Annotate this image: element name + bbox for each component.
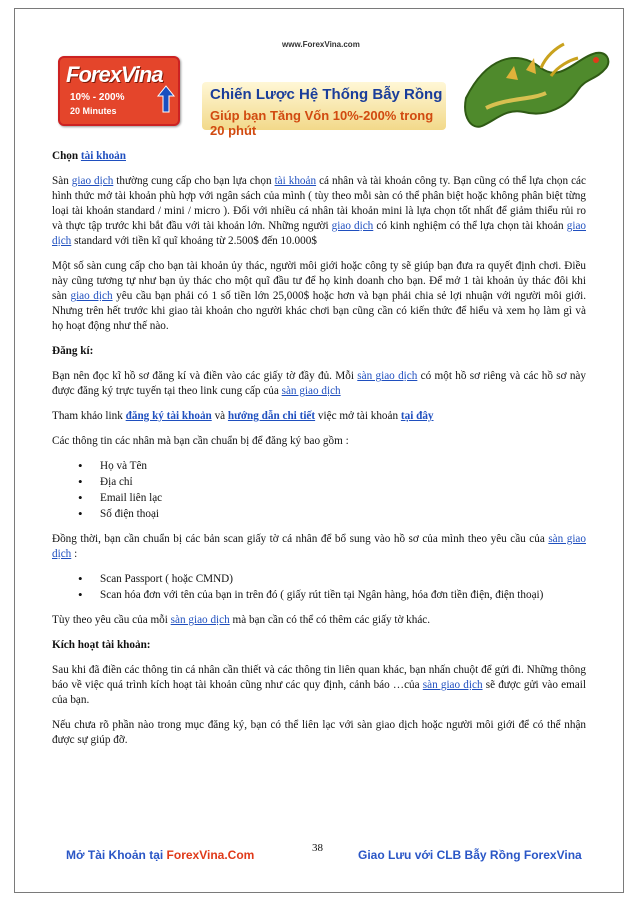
text: Một số sàn cung cấp cho bạn tài khoản ủy thác, người môi giới hoặc công ty sẽ giúp bạn đưa ra quyết định chơi. Điều này cũng tương tự như bạn ủy thác cho một quĩ đầu tư để họ kinh doanh cho bạn. Để mở 1 tài khoản ủy thác đôi khi sàn bbox=[52, 260, 586, 302]
forexvina-logo bbox=[58, 56, 180, 126]
page-number: 38 bbox=[312, 842, 323, 854]
paragraph bbox=[52, 409, 586, 424]
logo-tagline-percent: 10% - 200% bbox=[70, 92, 125, 103]
paragraph bbox=[52, 369, 586, 399]
trading-link[interactable]: giao dịch bbox=[70, 290, 113, 302]
account-link[interactable]: tài khoản bbox=[80, 150, 126, 162]
text: Tham khảo link bbox=[52, 410, 126, 422]
register-account-link[interactable]: đăng ký tài khoản bbox=[125, 410, 212, 422]
banner-subtitle: Giúp bạn Tăng Vốn 10%-200% trong 20 phút bbox=[210, 108, 434, 138]
text: Bạn nên đọc kĩ hồ sơ đăng kí và điền vào các giấy tờ đầy đủ. Mỗi bbox=[52, 370, 358, 382]
text: Đồng thời, bạn cần chuẩn bị các bản scan giấy tờ cá nhân để bổ sung vào hồ sơ của mình theo yêu cầu của bbox=[52, 533, 549, 545]
dragon-icon bbox=[446, 38, 616, 138]
text: Sàn bbox=[52, 175, 72, 187]
banner-title: Chiến Lược Hệ Thống Bẫy Rồng bbox=[210, 86, 443, 103]
exchange-link[interactable]: sàn giao dịch bbox=[422, 679, 483, 691]
text: có một hồ sơ riêng và các hồ sơ này được đăng ký trực tuyến tại theo link cung cấp của bbox=[52, 370, 586, 397]
here-link[interactable]: tại đây bbox=[400, 410, 434, 422]
list-item: • Số điện thoại bbox=[100, 507, 586, 522]
section-heading-register: Đăng kí: bbox=[52, 345, 94, 357]
paragraph bbox=[52, 663, 586, 708]
text: việc mở tài khoản bbox=[315, 410, 401, 422]
footer-left-text: Mở Tài Khoản tại bbox=[66, 848, 167, 862]
text: : bbox=[71, 548, 78, 560]
site-url[interactable]: www.ForexVina.com bbox=[282, 40, 360, 49]
section-heading-activate: Kích hoạt tài khoản: bbox=[52, 639, 151, 651]
exchange-link[interactable]: sàn giao dịch bbox=[357, 370, 418, 382]
footer-club-link[interactable]: Giao Lưu với CLB Bẫy Rồng ForexVina bbox=[358, 848, 582, 862]
exchange-link[interactable]: sàn giao dịch bbox=[281, 385, 341, 397]
footer-brand: ForexVina.Com bbox=[166, 848, 255, 862]
exchange-link[interactable]: sàn giao dịch bbox=[170, 614, 230, 626]
header-banner bbox=[202, 82, 446, 138]
text: và bbox=[211, 410, 228, 422]
text: sẽ được gửi vào email của bạn. bbox=[52, 679, 586, 706]
text: cá nhân và tài khoản công ty. Bạn cũng có thể lựa chọn các hình thức mở tài khoản phù hợp với ngân sách của mình ( tùy theo mỗi sàn có thể phân biệt hoặc không phân biệt từng loại tài khoản standard / mini / micro ). Đối với nhiều cá nhân tài khoản mini là lựa chọn tốt nhất để giảm thiểu rủi ro và thực tập trước khi bắt đầu với tài khoản lớn. Những người bbox=[52, 175, 586, 232]
trading-link[interactable]: giao dịch bbox=[71, 175, 114, 187]
list-item: • Địa chỉ bbox=[100, 475, 586, 490]
page-header bbox=[52, 38, 612, 138]
arrow-up-icon bbox=[156, 84, 176, 114]
list-item: • Họ và Tên bbox=[100, 459, 586, 474]
text: có kinh nghiệm có thể lựa chọn tài khoản bbox=[373, 220, 567, 232]
section-heading-choose-account bbox=[52, 149, 586, 164]
footer-open-account[interactable] bbox=[66, 848, 254, 862]
paragraph: Các thông tin các nhân mà bạn cần chuẩn bị để đăng ký bao gồm : bbox=[52, 435, 349, 447]
paragraph bbox=[52, 259, 586, 334]
personal-info-list bbox=[52, 459, 586, 522]
trading-link[interactable]: giao dịch bbox=[331, 220, 374, 232]
heading-text: Chọn bbox=[52, 150, 81, 162]
detailed-guide-link[interactable]: hướng dẫn chi tiết bbox=[227, 410, 316, 422]
text: Sau khi đã điền các thông tin cá nhân cần thiết và các thông tin liên quan khác, bạn nhấn chuột để gửi đi. Những thông báo về việc quá trình kích hoạt tài khoản cũng như các quy định, cảnh báo …của bbox=[52, 664, 586, 691]
paragraph: Nếu chưa rõ phần nào trong mục đăng ký, bạn có thể liên lạc với sàn giao dịch hoặc người môi giới để có thể nhận được sự giúp đỡ. bbox=[52, 719, 586, 746]
page-content bbox=[52, 149, 586, 758]
paragraph bbox=[52, 532, 586, 562]
trading-link[interactable]: giao dịch bbox=[52, 220, 587, 247]
list-item: • Email liên lạc bbox=[100, 491, 586, 506]
text: thường cung cấp cho bạn lựa chọn bbox=[113, 175, 275, 187]
documents-list bbox=[52, 572, 586, 603]
list-item: • Scan Passport ( hoặc CMND) bbox=[100, 572, 586, 587]
exchange-link[interactable]: sàn giao dịch bbox=[52, 533, 586, 560]
text: mà bạn cần có thể có thêm các giấy tờ khác. bbox=[229, 614, 431, 626]
logo-name: ForexVina bbox=[66, 62, 163, 87]
text: yêu cầu bạn phải có 1 số tiền lớn 25,000$ hoặc hơn và bạn phải chia sẻ lợi nhuận với người môi giới. Nhưng trên hết trước khi giao tài khoản cho người khác chơi bạn cũng cần có kiến thức để hiểu và xem họ làm gì và họ hoạt động như thế nào. bbox=[52, 290, 586, 332]
paragraph bbox=[52, 174, 586, 249]
text: standard với tiền kĩ quĩ khoảng từ 2.500$ đến 10.000$ bbox=[71, 235, 317, 247]
paragraph bbox=[52, 613, 586, 628]
list-item: • Scan hóa đơn với tên của bạn in trên đó ( giấy rút tiền tại Ngân hàng, hóa đơn tiền điện, điện thoại) bbox=[100, 588, 586, 603]
text: Tùy theo yêu cầu của mỗi bbox=[52, 614, 171, 626]
account-link[interactable]: tài khoản bbox=[274, 175, 317, 187]
logo-tagline-minutes: 20 Minutes bbox=[70, 106, 117, 116]
